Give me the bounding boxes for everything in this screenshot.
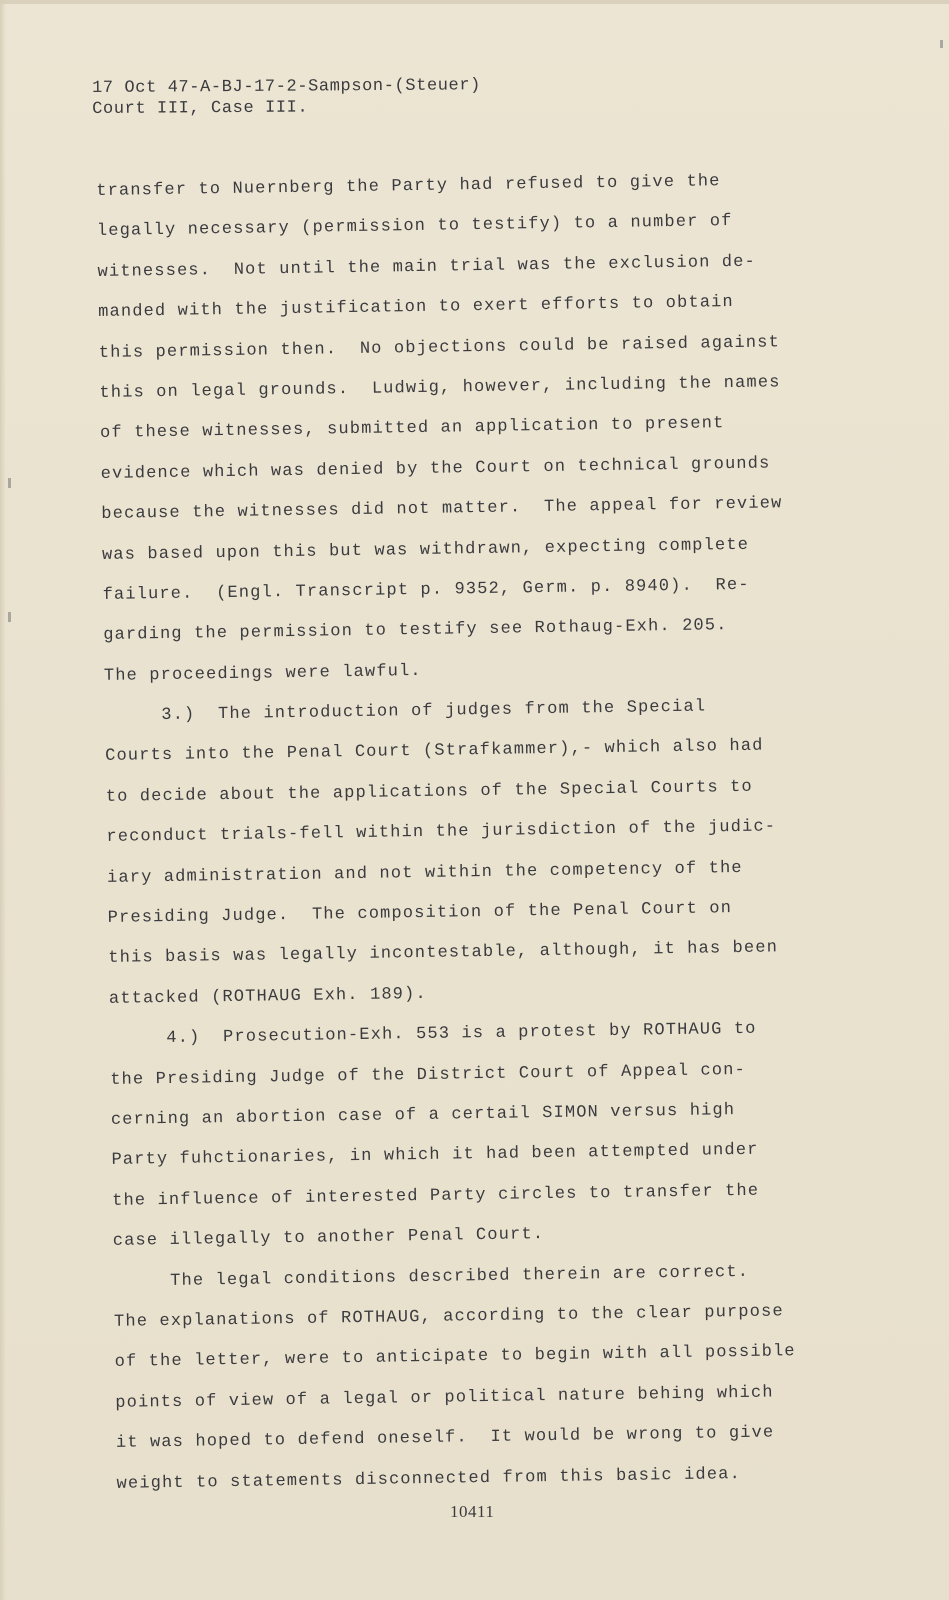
text-line: failure. (Engl. Transcript p. 9352, Germ. p. 8940). Re- — [102, 575, 750, 605]
text-line: 3.) The introduction of judges from the Special — [104, 697, 707, 727]
text-line: Party fuhctionaries, in which it had been attempted under — [111, 1141, 759, 1171]
text-line: of the letter, were to anticipate to begin with all possible — [114, 1342, 796, 1373]
document-body — [96, 160, 877, 1505]
text-line: because the witnesses did not matter. The appeal for review — [101, 494, 783, 525]
text-line: was based upon this but was withdrawn, expecting complete — [101, 535, 750, 565]
text-line: 4.) Prosecution-Exh. 553 is a protest by ROTHAUG to — [109, 1019, 757, 1050]
header-court-line: Court III, Case III. — [92, 98, 309, 119]
text-line: case illegally to another Penal Court. — [112, 1225, 545, 1252]
text-line: the Presiding Judge of the District Court of Appeal con- — [110, 1060, 747, 1090]
text-line: weight to statements disconnected from this basic idea. — [116, 1464, 742, 1494]
document-header — [92, 75, 481, 120]
text-line: garding the permission to testify see Rothaug-Exh. 205. — [103, 616, 728, 646]
page-number: 10411 — [450, 1502, 495, 1521]
text-line: points of view of a legal or political nature behing which — [115, 1383, 774, 1413]
text-line: The proceedings were lawful. — [103, 661, 422, 686]
text-line: witnesses. Not until the main trial was the exclusion de- — [97, 252, 757, 282]
text-line: The legal conditions described therein are correct. — [113, 1262, 750, 1292]
text-line: this on legal grounds. Ludwig, however, including the names — [99, 373, 781, 403]
text-line: The explanations of ROTHAUG, according to the clear purpose — [113, 1302, 784, 1332]
paper-left-edge — [0, 0, 6, 1600]
text-line: it was hoped to defend oneself. It would be wrong to give — [115, 1423, 775, 1453]
scan-mark — [940, 40, 943, 48]
text-line: Courts into the Penal Court (Strafkammer),- which also had — [105, 737, 764, 767]
text-line: this permission then. No objections could be raised against — [98, 332, 781, 363]
scan-mark — [8, 612, 11, 622]
header-reference-line: 17 Oct 47-A-BJ-17-2-Sampson-(Steuer) — [92, 76, 482, 98]
text-line: iary administration and not within the competency of the — [106, 858, 743, 888]
text-line: cerning an abortion case of a certail SIMON versus high — [110, 1101, 736, 1130]
text-line: transfer to Nuernberg the Party had refused to give the — [96, 172, 721, 201]
text-line: to decide about the applications of the Special Courts to — [105, 777, 753, 807]
text-line: legally necessary (permission to testify) to a number of — [96, 212, 733, 242]
text-line: the influence of interested Party circles to transfer the — [112, 1181, 760, 1211]
text-line: Presiding Judge. The composition of the Penal Court on — [107, 899, 733, 928]
scan-mark — [8, 478, 11, 488]
text-line: attacked (ROTHAUG Exh. 189). — [108, 984, 427, 1009]
text-line: of these witnesses, submitted an application to present — [99, 414, 725, 444]
text-line: evidence which was denied by the Court on technical grounds — [100, 454, 771, 484]
text-line: manded with the justification to exert efforts to obtain — [98, 293, 734, 323]
text-line: reconduct trials-fell within the jurisdiction of the judic- — [106, 817, 777, 848]
paper-top-edge — [0, 0, 949, 4]
text-line: this basis was legally incontestable, although, it has been — [108, 938, 779, 969]
